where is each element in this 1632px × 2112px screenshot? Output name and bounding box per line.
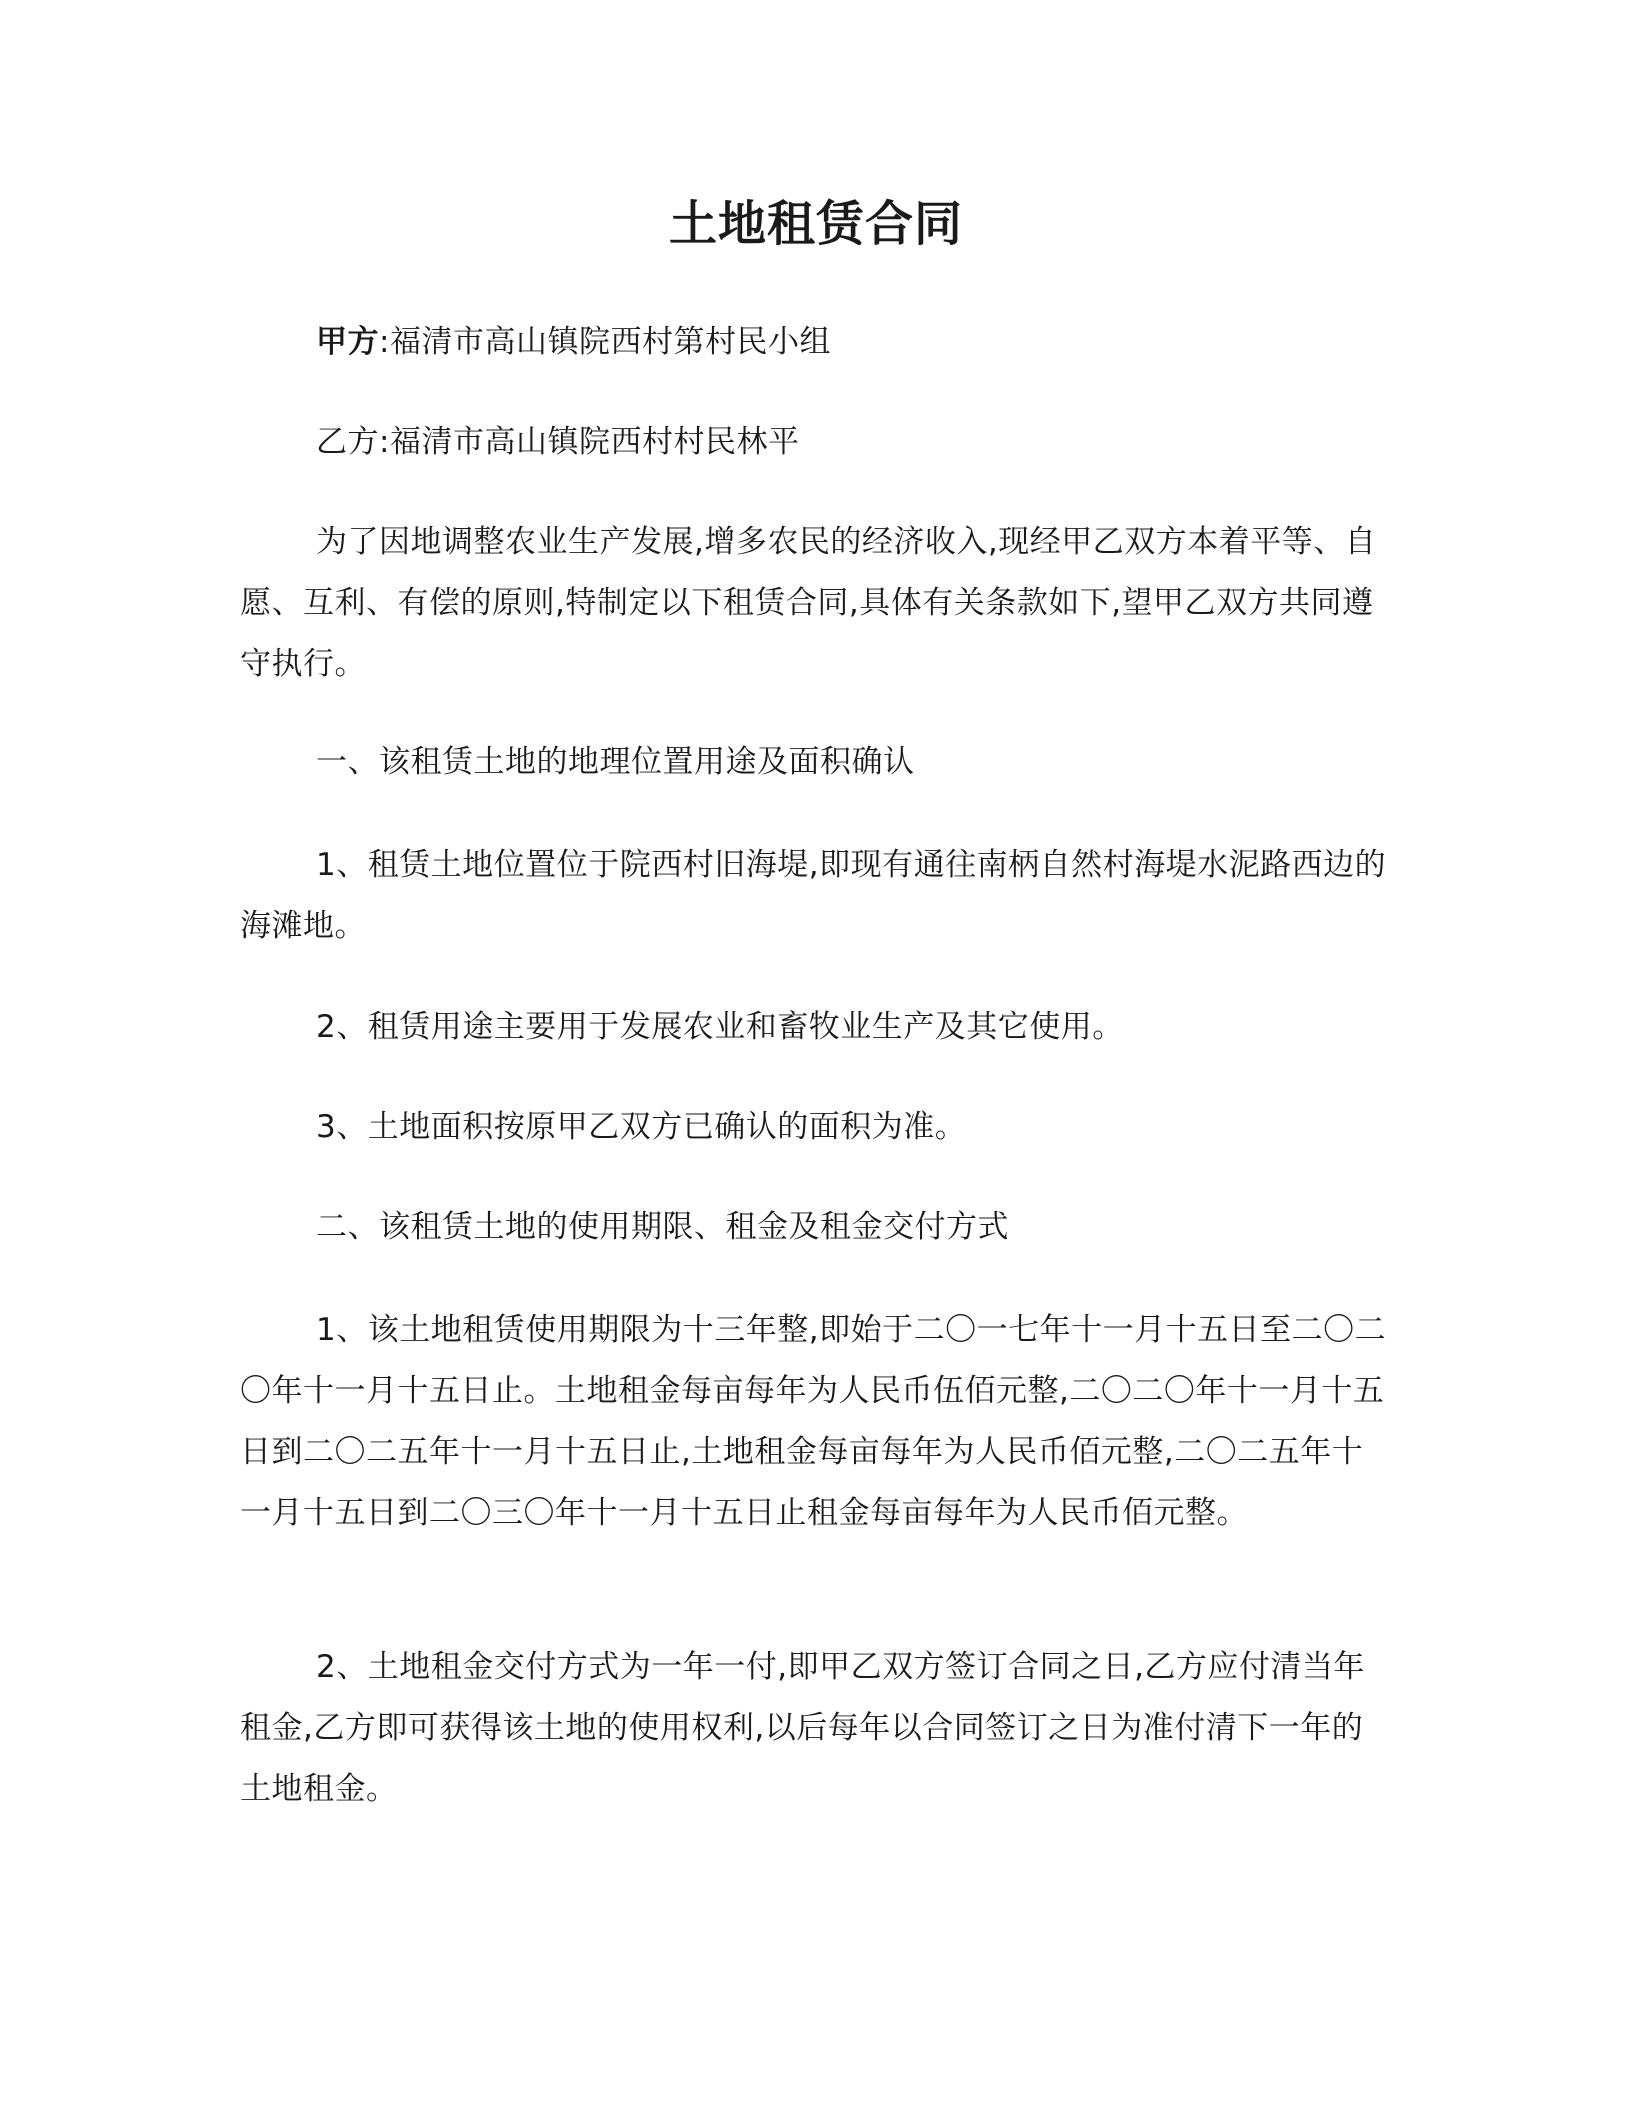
section1-item3: 3、土地面积按原甲乙双方已确认的面积为准。 <box>316 1109 967 1145</box>
party-b-line <box>240 412 1390 473</box>
party-b-value: :福清市高山镇院西村村民林平 <box>379 424 800 460</box>
section2-heading: 二、该租赁土地的使用期限、租金及租金交付方式 <box>316 1209 1009 1245</box>
party-b-label: 乙方 <box>316 424 379 460</box>
party-a-value: :福清市高山镇院西村第村民小组 <box>379 324 831 360</box>
party-a-line <box>240 312 1390 373</box>
section1-item1: 1、租赁土地位置位于院西村旧海堤,即现有通往南柄自然村海堤水泥路西边的海滩地。 <box>240 847 1387 944</box>
section2-item2: 2、土地租金交付方式为一年一付,即甲乙双方签订合同之日,乙方应付清当年租金,乙方即可获得该土地的使用权利,以后每年以合同签订之日为准付清下一年的土地租金。 <box>240 1649 1365 1807</box>
section1-heading: 一、该租赁土地的地理位置用途及面积确认 <box>316 744 915 780</box>
document-title: 土地租赁合同 <box>668 196 963 252</box>
party-a-label: 甲方 <box>316 324 379 360</box>
section1-item2: 2、租赁用途主要用于发展农业和畜牧业生产及其它使用。 <box>316 1009 1124 1045</box>
section2-item1: 1、该土地租赁使用期限为十三年整,即始于二〇一七年十一月十五日至二〇二〇年十一月十五日止。土地租金每亩每年为人民币伍佰元整,二〇二〇年十一月十五日到二〇二五年十一月十五日止,土地租金每亩每年为人民币佰元整,二〇二五年十一月十五日到二〇三〇年十一月十五日止租金每亩每年为人民币佰元整。 <box>240 1312 1387 1531</box>
intro-paragraph: 为了因地调整农业生产发展,增多农民的经济收入,现经甲乙双方本着平等、自愿、互利、有偿的原则,特制定以下租赁合同,具体有关条款如下,望甲乙双方共同遵守执行。 <box>240 524 1377 682</box>
